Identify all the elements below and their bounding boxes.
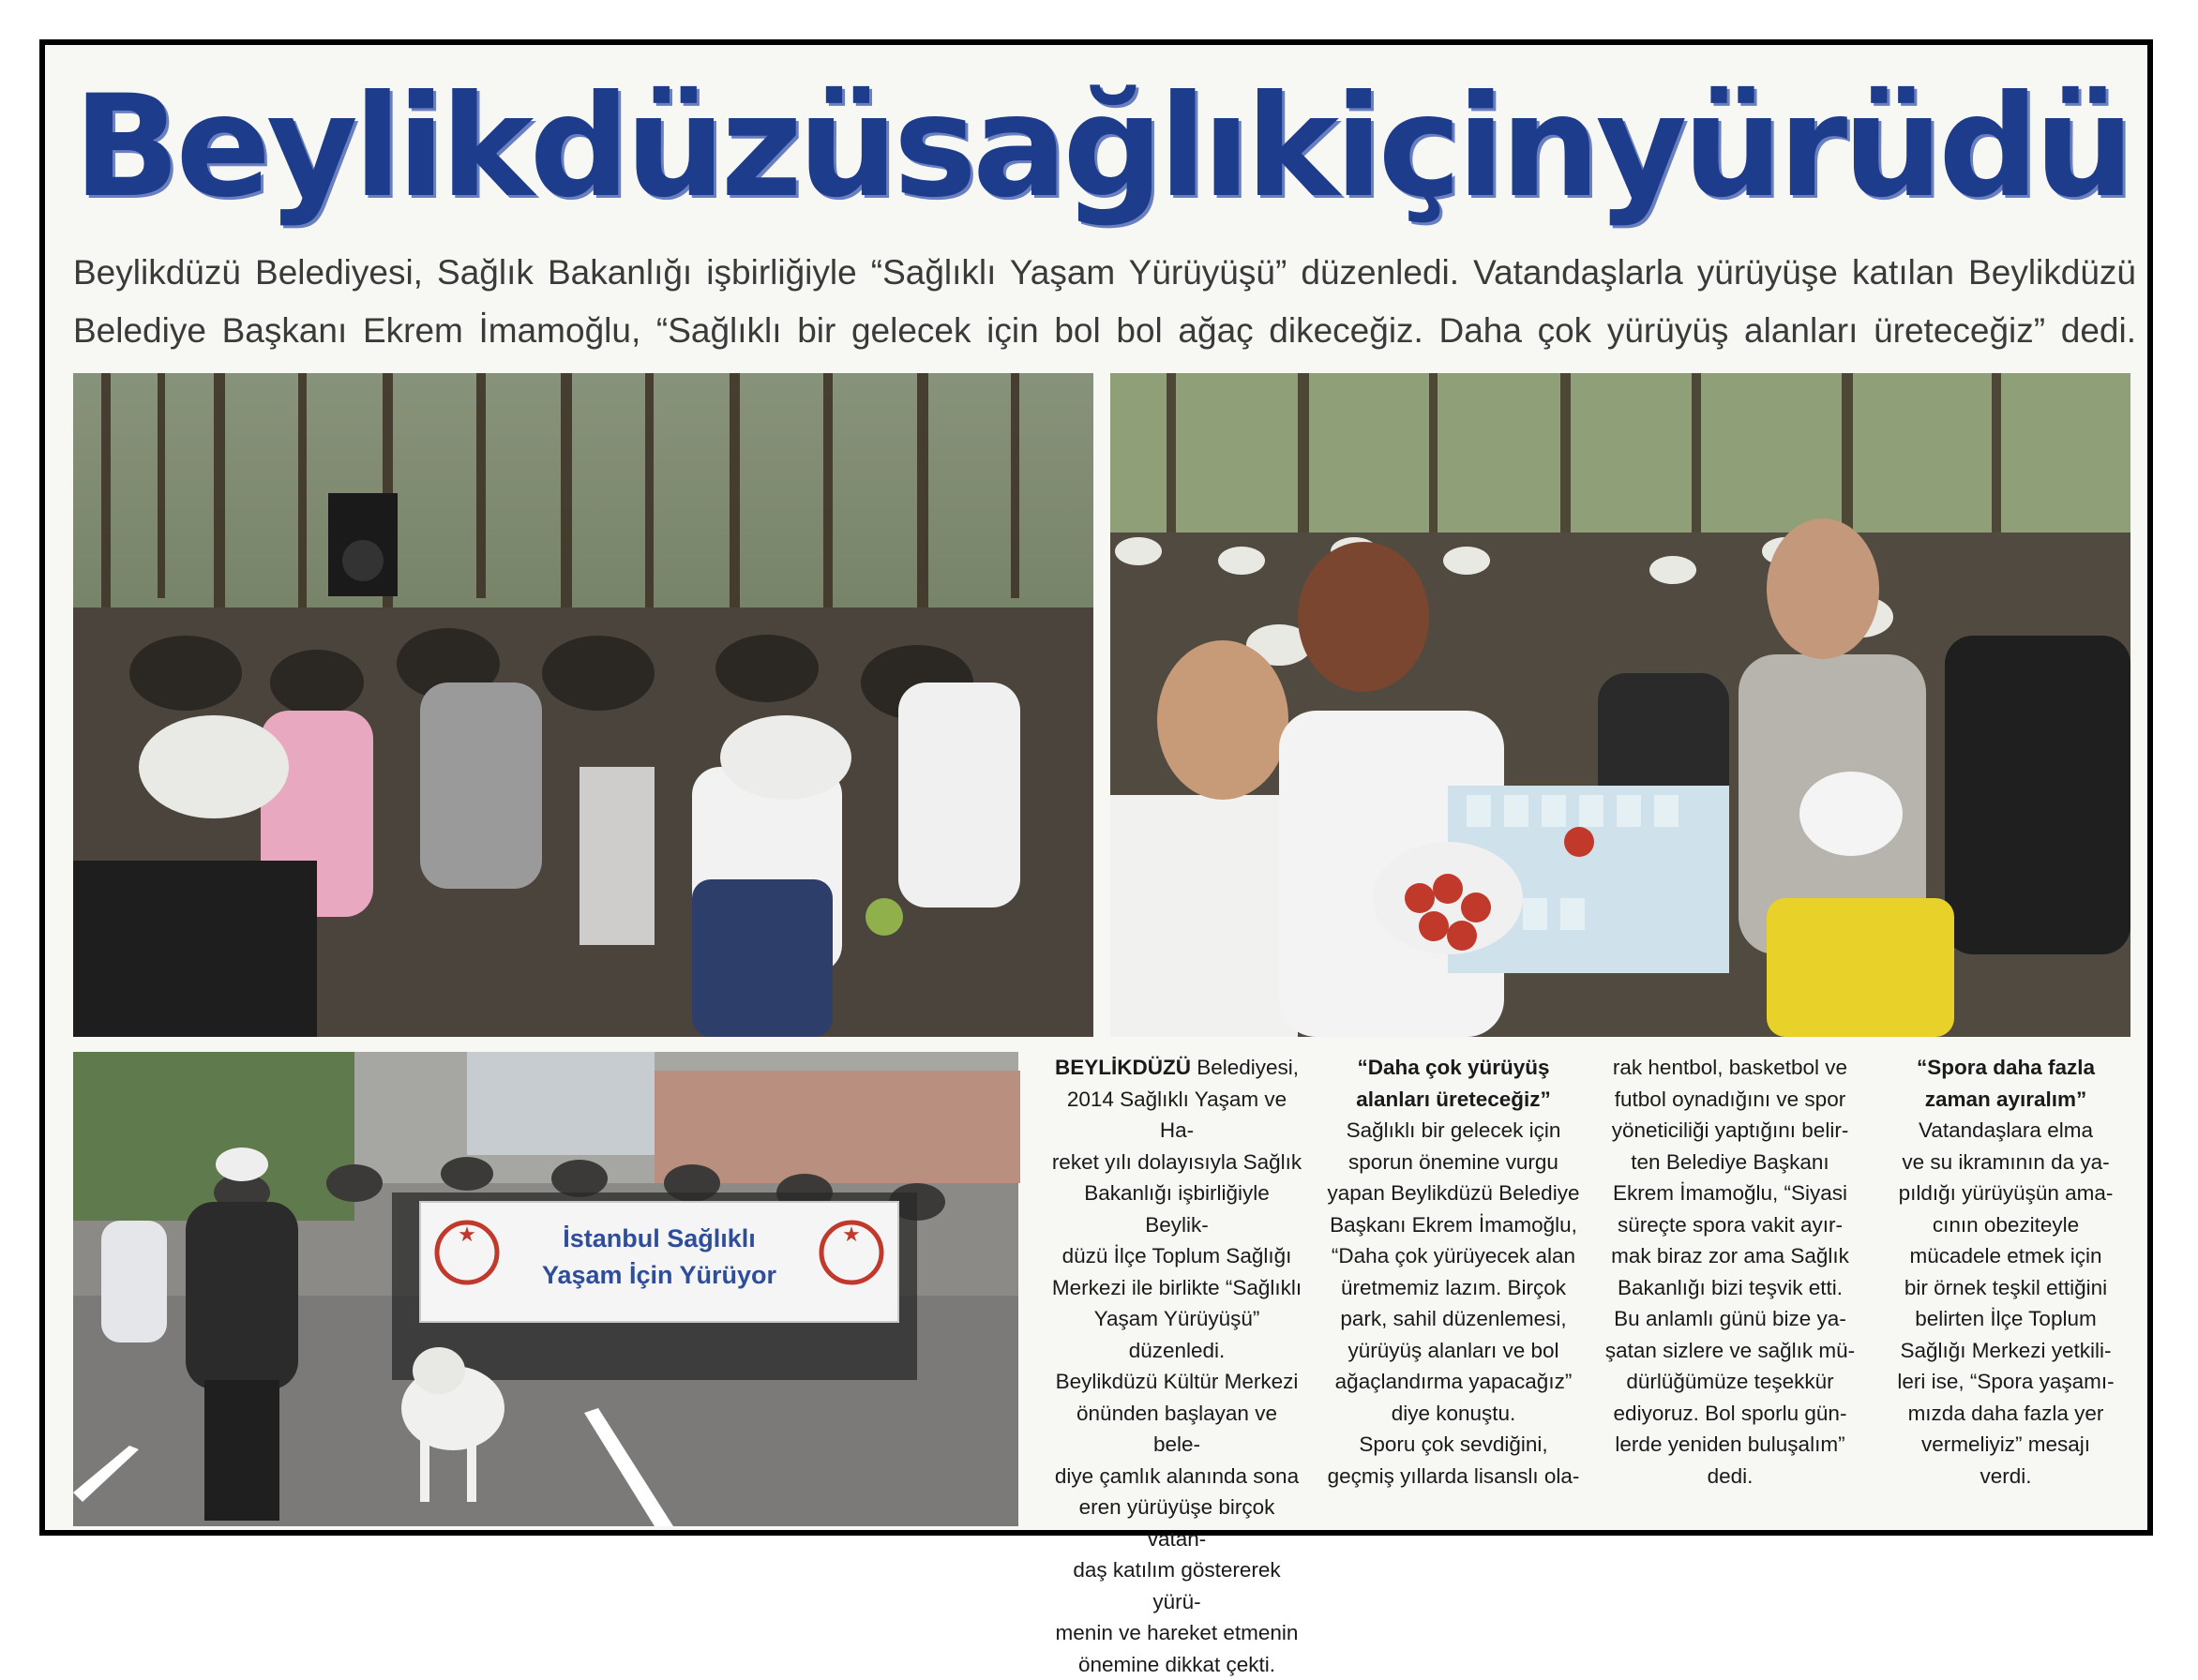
text-line: Ekrem İmamoğlu, “Siyasi (1603, 1178, 1857, 1209)
headline (73, 68, 2127, 227)
text-line: ediyoruz. Bol sporlu gün- (1603, 1398, 1857, 1430)
text-line: üretmemiz lazım. Birçok (1326, 1272, 1581, 1304)
text-line: Sağlığı Merkezi yetkili- (1879, 1335, 2132, 1367)
text-line: yapan Beylikdüzü Belediye (1326, 1178, 1581, 1209)
article-column-3 (1603, 1052, 1857, 1492)
text-line: “Daha çok yürüyecek alan (1326, 1240, 1581, 1272)
photo-apples (1110, 373, 2130, 1037)
text-line: önünden başlayan ve bele- (1050, 1398, 1303, 1461)
headline-word: yürüdü (1596, 77, 2130, 218)
photo-speech (73, 373, 1093, 1037)
text-line: lerde yeniden buluşalım” (1603, 1429, 1857, 1461)
article-column-1 (1050, 1052, 1303, 1680)
text-line: Yaşam Yürüyüşü” düzenledi. (1050, 1303, 1303, 1366)
text-line: yürüyüş alanları ve bol (1326, 1335, 1581, 1367)
text-line: mak biraz zor ama Sağlık (1603, 1240, 1857, 1272)
banner-text-line1: İstanbul Sağlıklı (563, 1224, 756, 1252)
text-line: pıldığı yürüyüşün ama- (1879, 1178, 2132, 1209)
text-line: Sağlıklı bir gelecek için (1326, 1115, 1581, 1147)
text-line: vermeliyiz” mesajı (1879, 1429, 2132, 1461)
text-line: ve su ikramının da ya- (1879, 1147, 2132, 1178)
text-line: Belediyesi, (1191, 1056, 1299, 1079)
lead-word: BEYLİKDÜZÜ (1055, 1056, 1191, 1079)
text-line: Başkanı Ekrem İmamoğlu, (1326, 1209, 1581, 1241)
subhead: zaman ayıralım” (1879, 1084, 2132, 1116)
text-line: 2014 Sağlıklı Yaşam ve Ha- (1050, 1084, 1303, 1147)
text-line: diye konuştu. (1326, 1398, 1581, 1430)
headline-word: sağlık (894, 77, 1334, 218)
text-line: Vatandaşlara elma (1879, 1115, 2132, 1147)
text-line: menin ve hareket etmenin (1050, 1617, 1303, 1649)
text-line: düzü İlçe Toplum Sağlığı (1050, 1240, 1303, 1272)
text-line: Sporu çok sevdiğini, (1326, 1429, 1581, 1461)
text-line: leri ise, “Spora yaşamı- (1879, 1366, 2132, 1398)
text-line: sporun önemine vurgu (1326, 1147, 1581, 1178)
headline-word: için (1334, 77, 1596, 218)
text-line: önemine dikkat çekti. (1050, 1649, 1303, 1680)
text-line: mücadele etmek için (1879, 1240, 2132, 1272)
text-line: Bakanlığı işbirliğiyle Beylik- (1050, 1178, 1303, 1240)
text-line: şatan sizlere ve sağlık mü- (1603, 1335, 1857, 1367)
photo-march (73, 1052, 1018, 1526)
star-icon: ★ (842, 1223, 861, 1247)
text-line: park, sahil düzenlemesi, (1326, 1303, 1581, 1335)
text-line: Bu anlamlı günü bize ya- (1603, 1303, 1857, 1335)
text-line: belirten İlçe Toplum (1879, 1303, 2132, 1335)
text-line: yöneticiliği yaptığını belir- (1603, 1115, 1857, 1147)
text-line: mızda daha fazla yer (1879, 1398, 2132, 1430)
text-line: ağaçlandırma yapacağız” (1326, 1366, 1581, 1398)
text-line: futbol oynadığını ve spor (1603, 1084, 1857, 1116)
deck (73, 244, 2136, 360)
text-line: verdi. (1879, 1461, 2132, 1492)
subhead: “Daha çok yürüyüş (1326, 1052, 1581, 1084)
text-line: Merkezi ile birlikte “Sağlıklı (1050, 1272, 1303, 1304)
banner-text-line2: Yaşam İçin Yürüyor (542, 1261, 777, 1289)
text-line: bir örnek teşkil ettiğini (1879, 1272, 2132, 1304)
newspaper-clipping (39, 39, 2153, 1536)
text-line: Beylikdüzü Kültür Merkezi (1050, 1366, 1303, 1398)
article-column-2 (1326, 1052, 1581, 1492)
text-line: reket yılı dolayısıyla Sağlık (1050, 1147, 1303, 1178)
text-line: süreçte spora vakit ayır- (1603, 1209, 1857, 1241)
text-line: dedi. (1603, 1461, 1857, 1492)
text-line: daş katılım göstererek yürü- (1050, 1554, 1303, 1617)
headline-word: Beylikdüzü (73, 77, 894, 218)
text-line: diye çamlık alanında sona (1050, 1461, 1303, 1492)
subhead: alanları üreteceğiz” (1326, 1084, 1581, 1116)
text-line: cının obeziteyle (1879, 1209, 2132, 1241)
text-line: rak hentbol, basketbol ve (1603, 1052, 1857, 1084)
text-line: dürlüğümüze teşekkür (1603, 1366, 1857, 1398)
article-column-4 (1879, 1052, 2132, 1492)
text-line: ten Belediye Başkanı (1603, 1147, 1857, 1178)
text-line: Bakanlığı bizi teşvik etti. (1603, 1272, 1857, 1304)
deck-line: Beylikdüzü Belediyesi, Sağlık Bakanlığı işbirliğiyle “Sağlıklı Yaşam Yürüyüşü” düzenledi. Vatandaşlarla yürüyüşe katılan Beylikdüzü (73, 244, 2136, 302)
star-icon: ★ (458, 1223, 476, 1247)
text-line: geçmiş yıllarda lisanslı ola- (1326, 1461, 1581, 1492)
text-line: eren yürüyüşe birçok vatan- (1050, 1492, 1303, 1554)
subhead: “Spora daha fazla (1879, 1052, 2132, 1084)
deck-line: Belediye Başkanı Ekrem İmamoğlu, “Sağlıklı bir gelecek için bol bol ağaç dikeceğiz. Daha çok yürüyüş alanları üreteceğiz” dedi. (73, 302, 2136, 360)
